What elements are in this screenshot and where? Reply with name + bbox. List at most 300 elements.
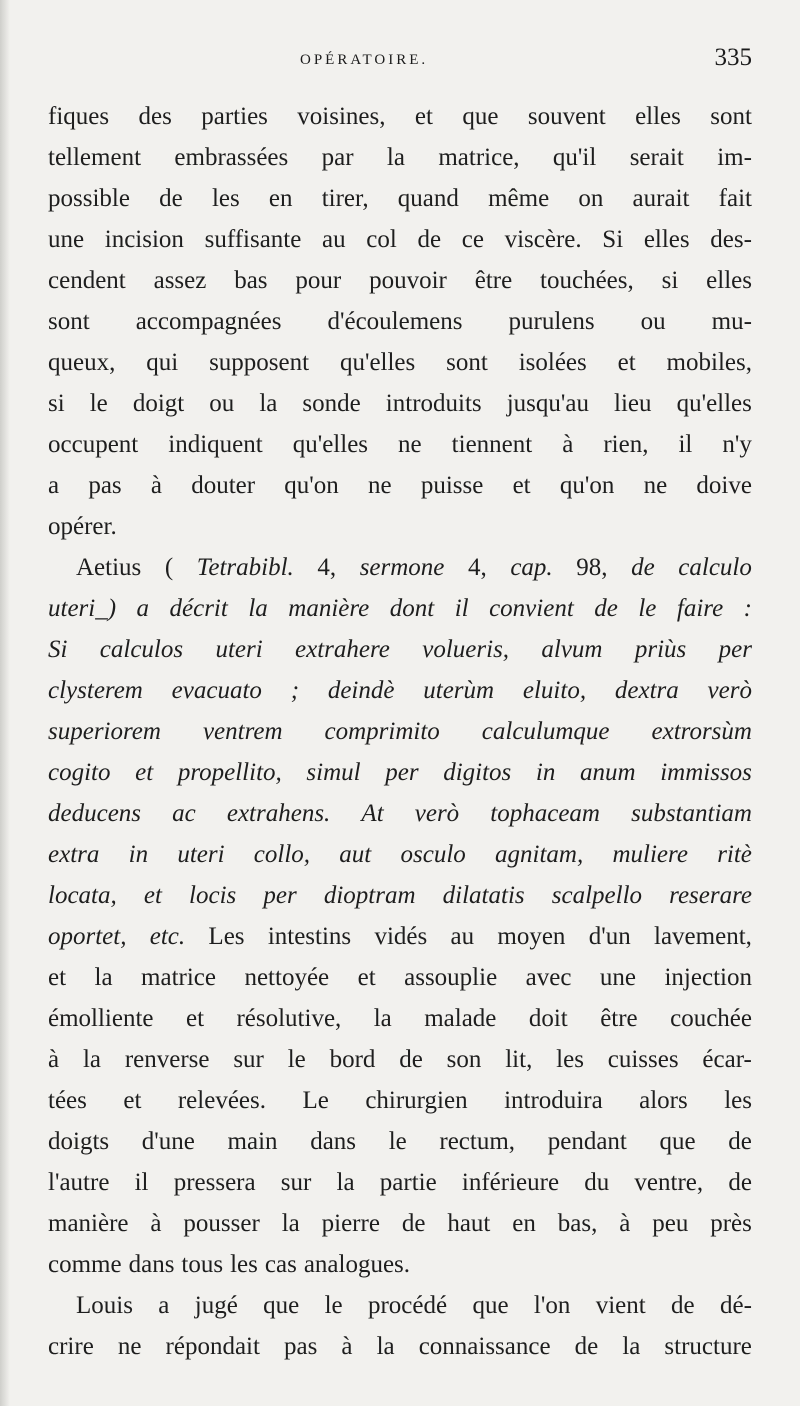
word: la (248, 595, 268, 622)
page-header (48, 42, 752, 82)
word: résolutive, (236, 1005, 342, 1032)
word: et (512, 472, 531, 499)
word: elles (635, 103, 681, 130)
word: douter (191, 472, 256, 499)
word: à (341, 1333, 353, 1360)
text-line (48, 670, 752, 711)
word: assez (153, 267, 207, 294)
word: locis (189, 882, 237, 909)
word: écar- (702, 1046, 752, 1073)
word: introduits (385, 390, 482, 417)
word: dioptram (323, 882, 416, 909)
word: sont (710, 103, 752, 130)
word: souvent (527, 103, 606, 130)
word: d'une (141, 1128, 195, 1155)
word: incision (104, 226, 184, 253)
word: qu'elles (339, 349, 416, 376)
word: d'un (588, 923, 631, 950)
word: relevées. (177, 1087, 266, 1114)
word: in (128, 841, 149, 868)
word: matrice, (438, 144, 520, 171)
word: à (619, 1210, 631, 1237)
word: Si (48, 636, 68, 663)
word: touchées, (540, 267, 634, 294)
word: et (48, 964, 67, 991)
word: pas (284, 1333, 318, 1360)
word: de (159, 185, 183, 212)
word: per (385, 759, 419, 786)
word: cendent (48, 267, 126, 294)
word: a (48, 472, 60, 499)
word: de (417, 226, 442, 253)
word: aut (339, 841, 372, 868)
word: en (512, 1210, 536, 1237)
word: queux, (48, 349, 116, 376)
word: par (321, 144, 354, 171)
word: il (454, 595, 469, 622)
word: crire (48, 1333, 94, 1360)
text-line (48, 957, 752, 998)
word: à (562, 431, 574, 458)
word: ce (461, 226, 484, 253)
word: structure (664, 1333, 752, 1360)
word: intestins (267, 923, 352, 950)
text-body (48, 96, 752, 1367)
word: fait (718, 185, 752, 212)
word: reserare (669, 882, 752, 909)
word: qu'elles (292, 431, 369, 458)
text-line (48, 219, 752, 260)
word: immissos (660, 759, 752, 786)
text-line (48, 424, 752, 465)
word: bas (234, 267, 268, 294)
word: Aetius (76, 554, 142, 581)
word: 4, (317, 554, 337, 581)
text-line (48, 834, 752, 875)
word: ( (164, 554, 174, 581)
word: tirer, (321, 185, 369, 212)
word: matrice (141, 964, 216, 991)
word: uteri_) (48, 595, 117, 622)
word: lit, (505, 1046, 533, 1073)
text-line (48, 1244, 752, 1285)
word: analogues. (303, 1251, 411, 1278)
word: une (48, 226, 85, 253)
word: elles (643, 226, 690, 253)
word: de (399, 1046, 423, 1073)
word: de (594, 595, 618, 622)
word: cogito (48, 759, 111, 786)
word: que (659, 1128, 696, 1155)
word: à (150, 1210, 162, 1237)
word: et (185, 1005, 205, 1032)
word: sont (446, 349, 488, 376)
word: extrahere (295, 636, 390, 663)
text-line (48, 916, 752, 957)
word: être (474, 267, 513, 294)
text-line (48, 506, 752, 547)
word: répondait (165, 1333, 260, 1360)
word: embrassées (174, 144, 289, 171)
word: si (48, 390, 65, 417)
word: ne (117, 1333, 142, 1360)
text-line (48, 1121, 752, 1162)
running-title: OPÉRATOIRE. (300, 52, 429, 68)
word: verò (707, 677, 752, 704)
word: evacuato (171, 677, 262, 704)
word: assouplie (404, 964, 498, 991)
word: haut (447, 1210, 491, 1237)
word: in (535, 759, 556, 786)
text-line (48, 998, 752, 1039)
word: et (414, 103, 433, 130)
word: d'écoulemens (327, 308, 463, 335)
word: au (322, 226, 346, 253)
text-line (48, 588, 752, 629)
word: doigts (48, 1128, 110, 1155)
word: extrorsùm (651, 718, 752, 745)
text-line (48, 793, 752, 834)
word: ou (209, 390, 235, 417)
text-line (48, 137, 752, 178)
word: digitos (443, 759, 512, 786)
word: propellito, (177, 759, 282, 786)
word: décrit (169, 595, 228, 622)
word: simul (306, 759, 361, 786)
word: tiennent (451, 431, 533, 458)
word: de (574, 1333, 599, 1360)
word: les (230, 1251, 258, 1278)
word: serait (629, 144, 684, 171)
word: a (136, 595, 150, 622)
word: supposent (209, 349, 310, 376)
text-line (48, 178, 752, 219)
word: qu'on (559, 472, 615, 499)
word: uteri (215, 636, 263, 663)
word: la (386, 144, 405, 171)
word: per (718, 636, 752, 663)
word: la (373, 1005, 392, 1032)
word: ventre, (634, 1169, 704, 1196)
word: eluito, (522, 677, 587, 704)
word: la (376, 1333, 395, 1360)
word: oportet, (48, 923, 127, 950)
word: indiquent (168, 431, 263, 458)
word: viscère. (504, 226, 582, 253)
word: osculo (400, 841, 466, 868)
word: avec (525, 964, 572, 991)
word: pour (295, 267, 342, 294)
word: priùs (634, 636, 687, 663)
word: en (268, 185, 293, 212)
word: la (94, 964, 113, 991)
word: cap. (510, 554, 553, 581)
word: de (401, 1210, 426, 1237)
word: et (135, 759, 154, 786)
word: rectum, (439, 1128, 516, 1155)
word: manière (288, 595, 370, 622)
word: alvum (541, 636, 603, 663)
word: uteri (177, 841, 225, 868)
word: clysterem (48, 677, 143, 704)
text-line (48, 1203, 752, 1244)
word: doive (696, 472, 752, 499)
page-number: 335 (714, 44, 752, 71)
word: qu'elles (676, 390, 752, 417)
text-line (48, 1039, 752, 1080)
word: collo, (253, 841, 311, 868)
word: comme (48, 1251, 122, 1278)
word: cas (264, 1251, 297, 1278)
word: agnitam, (495, 841, 584, 868)
word: extra (48, 841, 100, 868)
word: l'on (533, 1292, 571, 1319)
word: des (138, 103, 172, 130)
word: ne (398, 431, 422, 458)
word: parties (201, 103, 268, 130)
word: les (724, 1087, 752, 1114)
word: renverse (124, 1046, 210, 1073)
word: jugé (194, 1292, 238, 1319)
word: volueris, (422, 636, 510, 663)
word: anum (580, 759, 636, 786)
text-line (48, 383, 752, 424)
word: 4, (468, 554, 487, 581)
word: dé- (720, 1292, 752, 1319)
word: deducens (48, 800, 142, 827)
word: ac (172, 800, 196, 827)
text-line (48, 260, 752, 301)
word: substantiam (631, 800, 752, 827)
word: partie (379, 1169, 437, 1196)
word: doigt (132, 390, 185, 417)
text-line (48, 1326, 752, 1367)
word: doit (528, 1005, 568, 1032)
word: ou (640, 308, 666, 335)
word: verò (414, 800, 460, 827)
word: au (450, 923, 475, 950)
word: purulens (508, 308, 595, 335)
word: locata, (48, 882, 117, 909)
word: im- (717, 144, 752, 171)
word: elles (706, 267, 752, 294)
text-line (48, 752, 752, 793)
word: son (446, 1046, 482, 1073)
word: la (622, 1333, 641, 1360)
word: Louis (76, 1292, 133, 1319)
word: ne (368, 472, 392, 499)
text-line (48, 629, 752, 670)
word: les (556, 1046, 584, 1073)
word: de (671, 1292, 695, 1319)
word: calculos (99, 636, 184, 663)
word: sermone (359, 554, 445, 581)
word: uterùm (423, 677, 495, 704)
word: le (287, 1046, 306, 1073)
word: inférieure (461, 1169, 560, 1196)
word: que (462, 103, 499, 130)
word: main (227, 1128, 278, 1155)
word: dans (310, 1128, 357, 1155)
word: la (336, 1169, 355, 1196)
word: moyen (497, 923, 566, 950)
word: la (82, 1046, 101, 1073)
word: introduira (504, 1087, 603, 1114)
word: bord (329, 1046, 376, 1073)
word: si (661, 267, 679, 294)
word: : (743, 595, 752, 622)
word: deindè (327, 677, 395, 704)
word: chirurgien (365, 1087, 468, 1114)
word: pousser (183, 1210, 260, 1237)
word: lieu (614, 390, 652, 417)
word: le (638, 595, 657, 622)
word: pressera (173, 1169, 256, 1196)
word: émolliente (48, 1005, 154, 1032)
word: tophaceam (490, 800, 600, 827)
word: mu- (711, 308, 752, 335)
word: sur (280, 1169, 312, 1196)
word: sur (233, 1046, 264, 1073)
text-line (48, 465, 752, 506)
word: possible (48, 185, 130, 212)
word: Les (208, 923, 245, 950)
word: qui (146, 349, 179, 376)
word: lavement, (654, 923, 752, 950)
word: Le (302, 1087, 329, 1114)
word: quand (397, 185, 459, 212)
word: pierre (321, 1210, 380, 1237)
word: du (584, 1169, 610, 1196)
word: de (631, 554, 655, 581)
word: il (134, 1169, 149, 1196)
word: convient (489, 595, 574, 622)
word: ventrem (202, 718, 283, 745)
word: procédé (367, 1292, 448, 1319)
word: peu (652, 1210, 689, 1237)
word: comprimito (324, 718, 440, 745)
word: et (143, 882, 162, 909)
word: même (488, 185, 550, 212)
word: extrahens. (226, 800, 331, 827)
page-edge-shadow (0, 0, 10, 1406)
word: le (324, 1292, 343, 1319)
word: isolées (518, 349, 587, 376)
word: per (263, 882, 297, 909)
word: accompagnées (135, 308, 282, 335)
word: aurait (632, 185, 690, 212)
word: Tetrabibl. (196, 554, 294, 581)
word: 98, (576, 554, 608, 581)
word: col (366, 226, 397, 253)
word: injection (664, 964, 752, 991)
word: de (728, 1128, 752, 1155)
word: à (48, 1046, 60, 1073)
word: et (357, 964, 376, 991)
word: qu'on (284, 472, 339, 499)
word: couchée (670, 1005, 752, 1032)
word: superiorem (48, 718, 161, 745)
word: fiques (48, 103, 110, 130)
word: dans (128, 1251, 175, 1278)
text-line (48, 301, 752, 342)
word: alors (639, 1087, 688, 1114)
word: faire (676, 595, 724, 622)
word: et (123, 1087, 142, 1114)
word: tellement (48, 144, 142, 171)
word: sont (48, 308, 90, 335)
word: près (710, 1210, 752, 1237)
word: dilatatis (442, 882, 525, 909)
word: etc. (149, 923, 186, 950)
word: vient (595, 1292, 646, 1319)
text-line (48, 96, 752, 137)
word: malade (424, 1005, 497, 1032)
word: tées (48, 1087, 87, 1114)
word: des- (710, 226, 752, 253)
word: que (263, 1292, 300, 1319)
text-line (48, 1162, 752, 1203)
word: dont (389, 595, 435, 622)
word: une (599, 964, 637, 991)
text-line (48, 342, 752, 383)
word: scalpello (551, 882, 643, 909)
word: calculumque (481, 718, 610, 745)
text-line (48, 875, 752, 916)
word: nettoyée (244, 964, 330, 991)
word: bas, (557, 1210, 598, 1237)
word: dextra (614, 677, 679, 704)
word: que (472, 1292, 509, 1319)
word: la (281, 1210, 300, 1237)
word: à (150, 472, 162, 499)
word: Si (602, 226, 624, 253)
word: ne (643, 472, 668, 499)
text-line (48, 547, 752, 588)
word: pas (88, 472, 122, 499)
text-line (48, 1285, 752, 1326)
word: de (728, 1169, 752, 1196)
word: n'y (722, 431, 752, 458)
word: voisines, (297, 103, 386, 130)
word: connaissance (418, 1333, 551, 1360)
text-line (48, 1080, 752, 1121)
word: il (678, 431, 693, 458)
word: les (211, 185, 240, 212)
word: rien, (603, 431, 649, 458)
word: At (361, 800, 384, 827)
word: l'autre (48, 1169, 110, 1196)
word: pendant (547, 1128, 627, 1155)
word: ; (290, 677, 300, 704)
word: jusqu'au (506, 390, 589, 417)
word: cuisses (607, 1046, 679, 1073)
word: sonde (302, 390, 361, 417)
word: le (89, 390, 108, 417)
word: qu'il (552, 144, 597, 171)
word: manière (48, 1210, 129, 1237)
word: la (259, 390, 278, 417)
word: pouvoir (369, 267, 447, 294)
word: opérer. (48, 513, 117, 540)
word: être (600, 1005, 638, 1032)
word: muliere (612, 841, 688, 868)
word: le (388, 1128, 407, 1155)
word: puisse (420, 472, 484, 499)
word: on (578, 185, 604, 212)
word: tous (181, 1251, 224, 1278)
word: mobiles, (666, 349, 752, 376)
